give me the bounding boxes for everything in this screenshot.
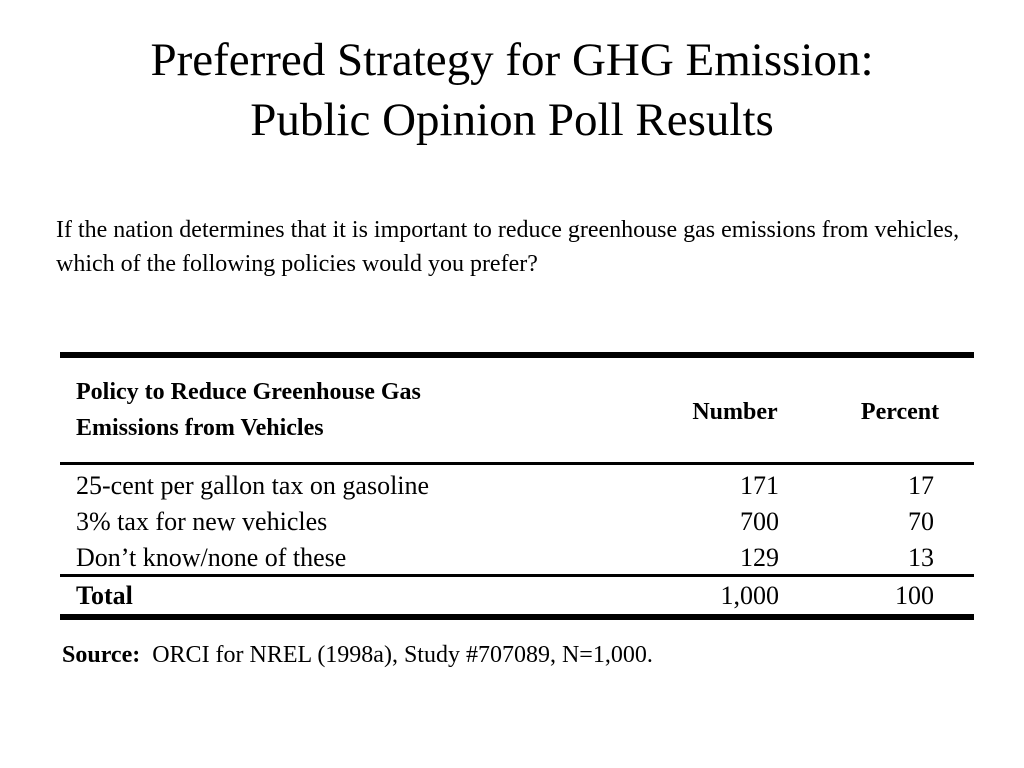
row-percent: 70 (908, 507, 934, 536)
table-row (60, 468, 974, 504)
row-percent: 17 (908, 471, 934, 500)
total-number: 1,000 (720, 581, 779, 610)
row-number: 129 (740, 543, 779, 572)
row-label: 3% tax for new vehicles (76, 507, 328, 536)
row-label: Don’t know/none of these (76, 543, 347, 572)
source-note (62, 638, 653, 672)
total-row (60, 578, 974, 614)
page-title (0, 30, 1024, 150)
total-label: Total (76, 581, 133, 610)
table-header-rule (60, 462, 974, 465)
row-percent: 13 (908, 543, 934, 572)
header-number: Number (692, 399, 778, 425)
table-row (60, 540, 974, 576)
row-number: 171 (740, 471, 779, 500)
title-line-1: Preferred Strategy for GHG Emission: (150, 34, 874, 86)
source-label: Source: (62, 642, 141, 668)
table-total-rule (60, 574, 974, 577)
row-label: 25-cent per gallon tax on gasoline (76, 471, 430, 500)
table-top-rule (60, 352, 974, 358)
row-number: 700 (740, 507, 779, 536)
header-policy-line-2: Emissions from Vehicles (76, 415, 324, 441)
source-text: ORCI for NREL (1998a), Study #707089, N=1,000. (152, 642, 653, 668)
header-percent: Percent (860, 399, 940, 425)
header-policy (76, 374, 636, 446)
title-line-2: Public Opinion Poll Results (250, 94, 774, 146)
total-percent: 100 (895, 581, 934, 610)
table-row (60, 504, 974, 540)
header-policy-line-1: Policy to Reduce Greenhouse Gas (76, 379, 421, 405)
table-bottom-rule (60, 614, 974, 620)
survey-question: If the nation determines that it is important to reduce greenhouse gas emissions from vehicles, which of the following policies would you prefer? (56, 217, 960, 277)
poll-results-table (60, 352, 974, 620)
